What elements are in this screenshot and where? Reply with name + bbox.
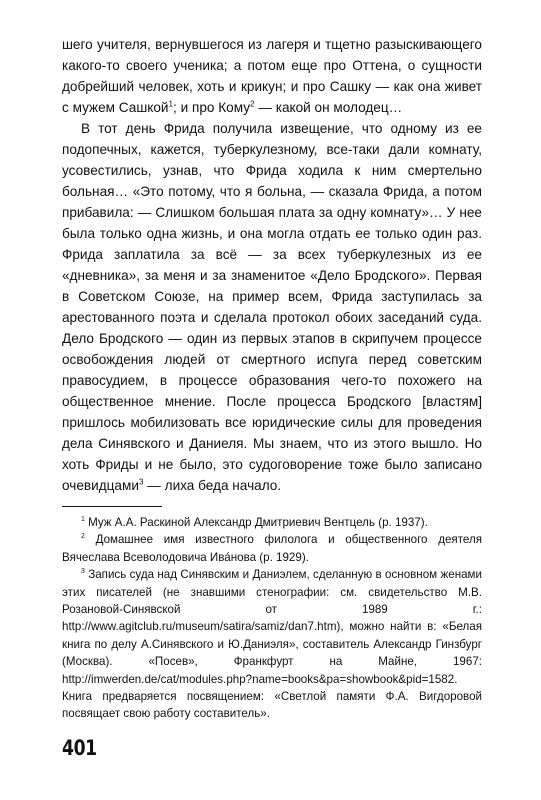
paragraph-2: В тот день Фрида получила извещение, что одному из ее подопечных, кажется, туберкулезному, все-таки дали комнату, усовестились, узнав, что Фрида ходила к ним смертельно больная… «Это потому, что я больна, — сказала Фрида, а потом прибавила: — Слишком большая плата за одну комнату»… У нее была только одна жизнь, и она могла отдать ее только один раз. Фрида заплатила за всё — за всех туберкулезных из ее «дневника», за меня и за знаменитое «Дело Бродского». Первая в Советском Союзе, на пример всем, Фрида заступилась за арестованного поэта и сделала протокол обоих заседаний суда. Дело Бродского — один из первых этапов в скрипучем процессе освобождения людей от смертного испуга перед советским правосудием, в процессе образования чего-то похожего на общественное мнение. После процесса Бродского [властям] пришлось мобилизовать все юридические силы для проведения дела Синявского и Даниеля. Мы знаем, что из этого вышло. Но хоть Фриды и не было, это судоговорение тоже было записано очевидцами$^3$ — лиха беда начало. (62, 121, 482, 493)
main-text (62, 34, 482, 496)
footnote-3: $^3$ Запись суда над Синявским и Даниэлем, сделанную в основном женами этих писателей (не знавшими стенографии: см. свидетельство М.В. Розановой-Синявской от 1989 г.: http://www.agitclub.ru/museum/satira/samiz/dan7.htm), можно найти в: «Белая книга по делу А.Синявского и Ю.Даниэля», составитель Александр Гинзбург (Москва). «Посев», Франкфурт на Майне, 1967: http://imwerden.de/cat/modules.php?name=books&pa=showbook&pid=1582. Книга предваряется посвящением: «Светлой памяти Ф.А. Вигдоровой посвящает свою работу составитель». (62, 568, 482, 721)
footnote-ref-1: 1 (168, 99, 174, 109)
footnotes (62, 514, 482, 723)
footnote-2: $^2$ Домашнее имя известного филолога и общественного деятеля Вячеслава Всеволодовича Ива́нова (р. 1929). (62, 533, 482, 564)
paragraph-1: шего учителя, вернувшегося из лагеря и тщетно разыскивающего какого-то своего ученика; а потом еще про Оттена, о сущности добрейший человек, хоть и крикун; и про Сашку — как она живет с мужем Сашкой$^1$; и про Кому$^2$ — какой он молодец… (62, 37, 482, 115)
footnote-ref-3: 3 (138, 477, 144, 487)
footnote-1: $^1$ Муж А.А. Раскиной Александр Дмитриевич Вентцель (р. 1937). (81, 516, 428, 529)
footnote-ref-2: 2 (250, 99, 255, 109)
footnote-separator (62, 506, 162, 507)
page-number: 401 (62, 736, 97, 760)
